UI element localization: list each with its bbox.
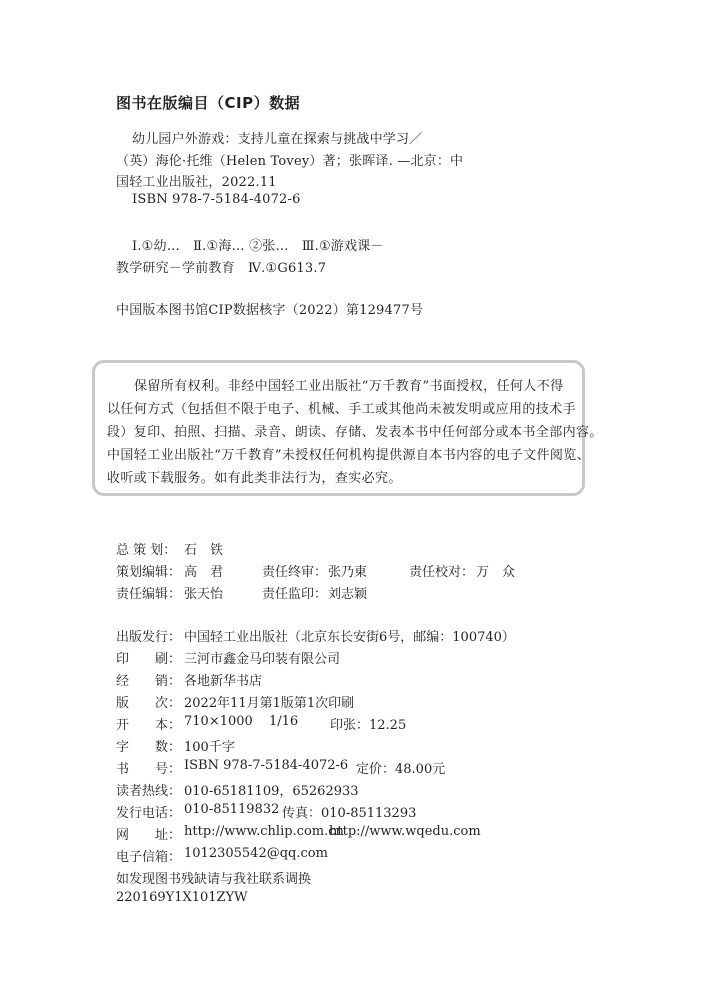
- website-link-2[interactable]: http://www.wqedu.com: [329, 824, 481, 839]
- isbn-label: 书 号：: [116, 762, 182, 777]
- chief-planner-value: 石 铁: [184, 543, 224, 558]
- notice-line: 段）复印、拍照、扫描、录音、朗读、存储、发表本书中任何部分或本书全部内容。: [107, 425, 603, 440]
- reader-hotline-label: 读者热线：: [116, 784, 182, 799]
- sales-phone-value: 010-85119832: [184, 802, 280, 817]
- publisher-value: 中国轻工业出版社（北京东长安街6号，邮编：100740）: [184, 630, 515, 645]
- cip-desc-line: （英）海伦·托维（Helen Tovey）著；张晖译. —北京：中: [116, 154, 464, 169]
- edition-label: 版 次：: [116, 696, 182, 711]
- cip-isbn-line: ISBN 978-7-5184-4072-6: [132, 192, 301, 207]
- cip-class-line: 教学研究－学前教育 Ⅳ.①G613.7: [116, 261, 327, 276]
- final-review-value: 张乃東: [328, 565, 368, 580]
- printer-label: 印 刷：: [116, 652, 182, 667]
- print-supervisor-value: 刘志颖: [328, 587, 368, 602]
- responsible-editor-label: 责任编辑：: [116, 587, 182, 602]
- word-count-label: 字 数：: [116, 740, 182, 755]
- website-label: 网 址：: [116, 828, 182, 843]
- notice-line: 收听或下载服务。如有此类非法行为，查实必究。: [107, 471, 402, 486]
- book-code: 220169Y1X101ZYW: [116, 890, 248, 905]
- notice-line: 保留所有权利。非经中国轻工业出版社“万千教育”书面授权，任何人不得: [134, 379, 564, 394]
- print-supervisor-label: 责任监印：: [262, 587, 328, 602]
- cip-record-number: 中国版本图书馆CIP数据核字（2022）第129477号: [116, 303, 424, 318]
- planning-editor-value: 高 君: [184, 565, 224, 580]
- format-label: 开 本：: [116, 718, 182, 733]
- responsible-editor-value: 张天怡: [184, 587, 224, 602]
- cip-title: 图书在版编目（CIP）数据: [116, 94, 301, 112]
- format-value: 710×1000: [184, 714, 253, 729]
- proofreader-label: 责任校对：: [409, 565, 475, 580]
- printer-value: 三河市鑫金马印装有限公司: [184, 652, 341, 667]
- chief-planner-label: 总 策 划：: [116, 543, 177, 558]
- cip-desc-line: 国轻工业出版社，2022.11: [116, 175, 277, 190]
- final-review-label: 责任终审：: [262, 565, 328, 580]
- defect-note: 如发现图书残缺请与我社联系调换: [116, 872, 312, 887]
- format-fold: 1/16: [269, 714, 299, 729]
- planning-editor-label: 策划编辑：: [116, 565, 182, 580]
- fax: 传真：010-85113293: [282, 806, 417, 821]
- distributor-label: 经 销：: [116, 674, 182, 689]
- cip-class-line: Ⅰ.①幼… Ⅱ.①海… ②张… Ⅲ.①游戏课－: [132, 239, 384, 254]
- notice-line: 以任何方式（包括但不限于电子、机械、手工或其他尚未被发明或应用的技术手: [107, 402, 577, 417]
- cip-desc-line: 幼儿园户外游戏：支持儿童在探索与挑战中学习／: [132, 132, 423, 147]
- website-link-1[interactable]: http://www.chlip.com.cn: [184, 824, 344, 839]
- email-value[interactable]: 1012305542@qq.com: [184, 846, 328, 861]
- notice-line: 中国轻工业出版社“万千教育”未授权任何机构提供源自本书内容的电子文件阅览、: [107, 448, 591, 463]
- word-count-value: 100千字: [184, 740, 235, 755]
- reader-hotline-value: 010-65181109，65262933: [184, 784, 359, 799]
- email-label: 电子信箱：: [116, 850, 182, 865]
- sales-phone-label: 发行电话：: [116, 806, 182, 821]
- price: 定价：48.00元: [356, 762, 446, 777]
- publisher-label: 出版发行：: [116, 630, 182, 645]
- printed-sheets: 印张：12.25: [330, 718, 407, 733]
- isbn-value: ISBN 978-7-5184-4072-6: [184, 758, 349, 773]
- distributor-value: 各地新华书店: [184, 674, 263, 689]
- proofreader-value: 万 众: [476, 565, 516, 580]
- edition-value: 2022年11月第1版第1次印刷: [184, 696, 355, 711]
